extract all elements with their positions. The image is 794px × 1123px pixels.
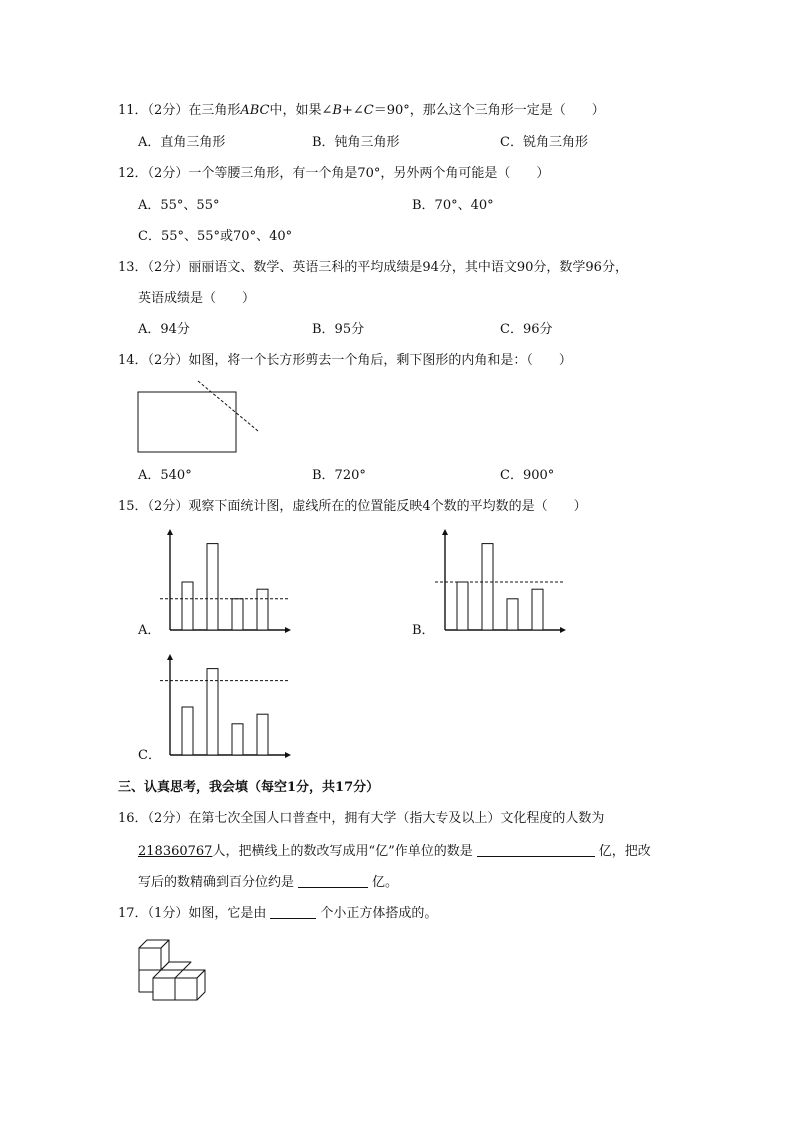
q11-stem-c: C [363,103,374,118]
bar [207,669,218,755]
q12-option-a[interactable]: A．55°、55° [138,198,220,213]
cube-front-face [139,948,161,970]
q16-line3-text: 写后的数精确到百分位约是 [138,875,295,890]
q14-cut-line [198,381,258,431]
q16-blank-2[interactable] [298,873,368,888]
bar [232,599,243,630]
q17-stem [118,904,437,923]
q13-option-a[interactable]: A．94分 [138,322,190,337]
q12-option-b[interactable]: B．70°、40° [412,198,494,213]
bar [182,707,193,755]
bar [482,544,493,630]
bar [257,714,268,755]
q15-option-b[interactable]: B． [412,623,435,638]
q15-chart-c [150,650,300,770]
q15-stem: 15．（2分）观察下面统计图，虚线所在的位置能反映4个数的平均数的是（ ） [118,499,587,514]
q16-unit-1: 亿，把改 [598,844,651,859]
q15-option-a[interactable]: A． [138,623,161,638]
bar [207,544,218,630]
q11-option-a[interactable]: A．直角三角形 [138,135,226,150]
bar [532,589,543,630]
q13-stem-line1: 13．（2分）丽丽语文、数学、英语三科的平均成绩是94分，其中语文90分，数学96分， [118,260,628,275]
q14-option-b[interactable]: B．720° [312,468,366,483]
q13-option-b[interactable]: B．95分 [312,322,365,337]
q12-stem: 12．（2分）一个等腰三角形，有一个角是70°，另外两个角可能是（ ） [118,166,550,181]
q15-chart-a [150,525,300,645]
q13-stem-line2: 英语成绩是（ ） [138,291,256,306]
q11-stem [118,102,605,120]
q13-option-c[interactable]: C．96分 [500,322,553,337]
q11-stem-abc: ABC [240,103,270,118]
x-axis-arrow [285,752,291,758]
x-axis-arrow [285,627,291,633]
q14-option-c[interactable]: C．900° [500,468,555,483]
q16-line2-text: 人，把横线上的数改写成用“亿”作单位的数是 [212,844,473,859]
q14-option-a[interactable]: A．540° [138,468,192,483]
q15-option-c[interactable]: C． [138,748,161,763]
bar [457,582,468,630]
q11-stem-part: 中，如果∠ [269,103,333,118]
q11-stem-part: ＝90°，那么这个三角形一定是（ ） [373,103,605,118]
cube-front-face [175,978,197,1000]
q15-chart-b [425,525,575,645]
bar [257,589,268,630]
y-axis-arrow [442,529,448,535]
q16-line1: 16．（2分）在第七次全国人口普查中，拥有大学（指大专及以上）文化程度的人数为 [118,811,605,826]
q16-blank-1[interactable] [477,842,595,857]
section-3-title: 三、认真思考，我会填（每空1分，共17分） [118,780,380,795]
cube-front-face [153,978,175,1000]
q14-stem: 14．（2分）如图，将一个长方形剪去一个角后，剩下图形的内角和是：（ ） [118,353,572,368]
q11-stem-part: 11．（2分）在三角形 [118,103,241,118]
bar [507,599,518,630]
bar [232,724,243,755]
q17-cubes-figure [135,935,215,1005]
q11-stem-b: B [332,103,342,118]
q16-line3 [138,873,398,892]
q16-line2 [138,842,651,861]
q16-number: 218360767 [138,844,213,859]
y-axis-arrow [167,654,173,660]
x-axis-arrow [560,627,566,633]
bar [182,582,193,630]
y-axis-arrow [167,529,173,535]
q11-stem-part: +∠ [341,103,364,118]
q17-stem-a: 17．（1分）如图，它是由 [118,906,267,921]
q16-unit-2: 亿。 [372,875,399,890]
q11-option-b[interactable]: B．钝角三角形 [312,135,400,150]
q17-stem-b: 个小正方体搭成的。 [320,906,438,921]
q14-rectangle-figure [130,375,270,465]
q11-option-c[interactable]: C．锐角三角形 [500,135,588,150]
q12-option-c[interactable]: C．55°、55°或70°、40° [138,229,293,244]
q17-blank[interactable] [270,904,316,919]
